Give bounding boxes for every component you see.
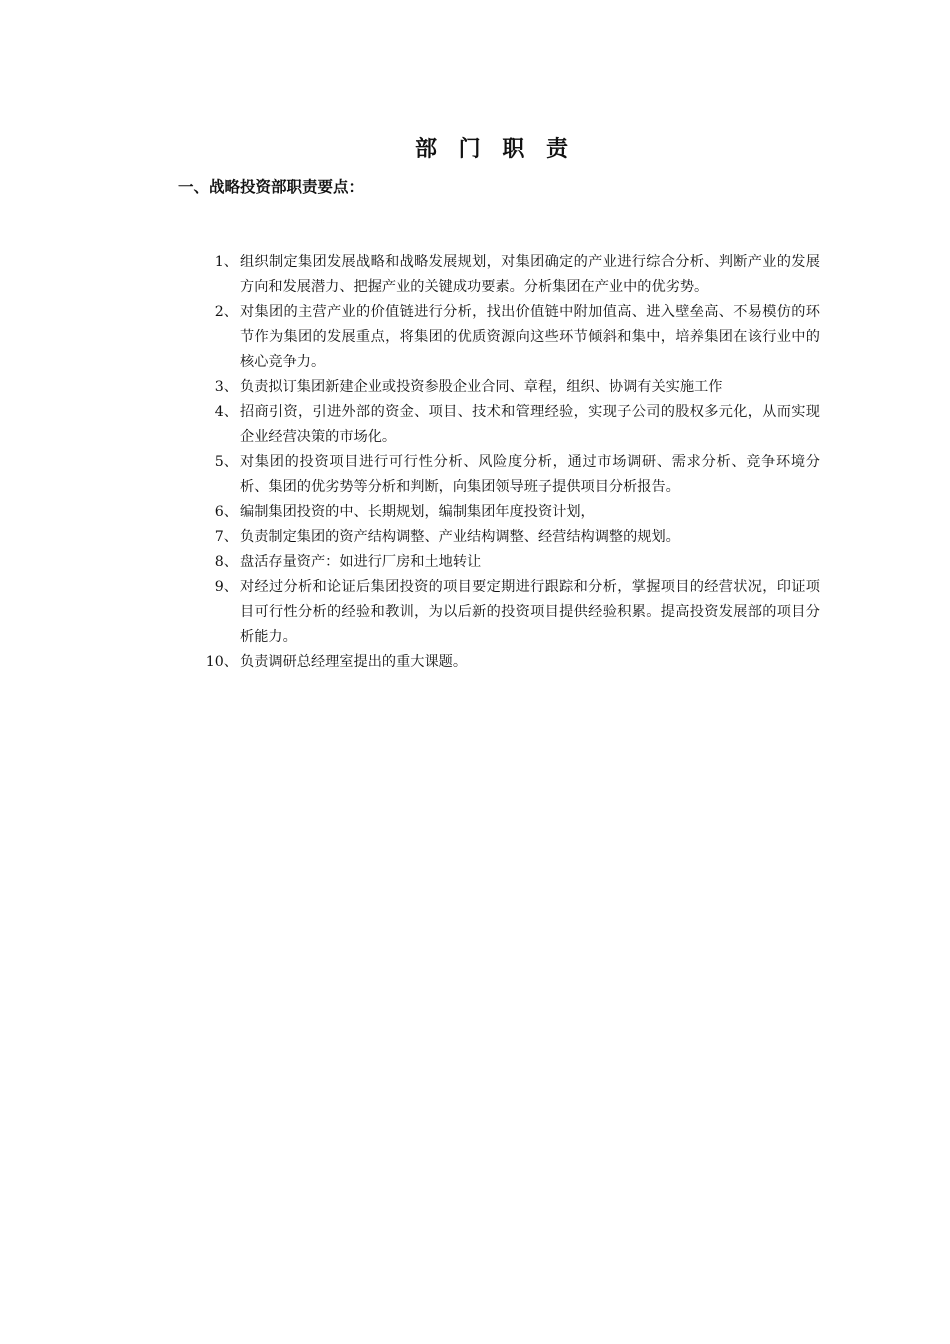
list-item: [200, 575, 820, 650]
item-text: 负责制定集团的资产结构调整、产业结构调整、经营结构调整的规划。: [240, 529, 680, 545]
list-item: [200, 550, 820, 575]
list-item: [200, 375, 820, 400]
list-item: [200, 500, 820, 525]
item-number: 9、: [214, 579, 238, 595]
item-text: 招商引资，引进外部的资金、项目、技术和管理经验，实现子公司的股权多元化，从而实现企业经营决策的市场化。: [240, 404, 820, 445]
item-number: 1、: [214, 254, 238, 270]
section-heading: 一、战略投资部职责要点：: [178, 177, 365, 196]
page-title: 部 门 职 责: [415, 136, 575, 162]
list-item: [200, 650, 820, 675]
item-text: 编制集团投资的中、长期规划，编制集团年度投资计划，: [240, 504, 595, 520]
item-number: 2、: [214, 304, 238, 320]
item-text: 对集团的主营产业的价值链进行分析，找出价值链中附加值高、进入壁垒高、不易模仿的环节作为集团的发展重点，将集团的优质资源向这些环节倾斜和集中，培养集团在该行业中的核心竞争力。: [240, 304, 820, 370]
item-text: 负责调研总经理室提出的重大课题。: [240, 654, 468, 670]
item-text: 对集团的投资项目进行可行性分析、风险度分析，通过市场调研、需求分析、竞争环境分析、集团的优劣势等分析和判断，向集团领导班子提供项目分析报告。: [240, 454, 820, 495]
responsibility-list: [200, 250, 820, 675]
item-number: 4、: [214, 404, 238, 420]
list-item: [200, 450, 820, 500]
item-number: 5、: [214, 454, 238, 470]
list-item: [200, 400, 820, 450]
item-text: 负责拟订集团新建企业或投资参股企业合同、章程，组织、协调有关实施工作: [240, 379, 723, 395]
item-number: 3、: [214, 379, 238, 395]
item-text: 组织制定集团发展战略和战略发展规划，对集团确定的产业进行综合分析、判断产业的发展方向和发展潜力、把握产业的关键成功要素。分析集团在产业中的优劣势。: [240, 254, 820, 295]
list-item: [200, 525, 820, 550]
item-number: 10、: [205, 654, 238, 670]
list-item: [200, 300, 820, 375]
item-number: 6、: [214, 504, 238, 520]
item-number: 8、: [214, 554, 238, 570]
item-text: 对经过分析和论证后集团投资的项目要定期进行跟踪和分析，掌握项目的经营状况，印证项目可行性分析的经验和教训，为以后新的投资项目提供经验积累。提高投资发展部的项目分析能力。: [240, 579, 820, 645]
item-text: 盘活存量资产：如进行厂房和土地转让: [240, 554, 482, 570]
list-item: [200, 250, 820, 300]
item-number: 7、: [214, 529, 238, 545]
